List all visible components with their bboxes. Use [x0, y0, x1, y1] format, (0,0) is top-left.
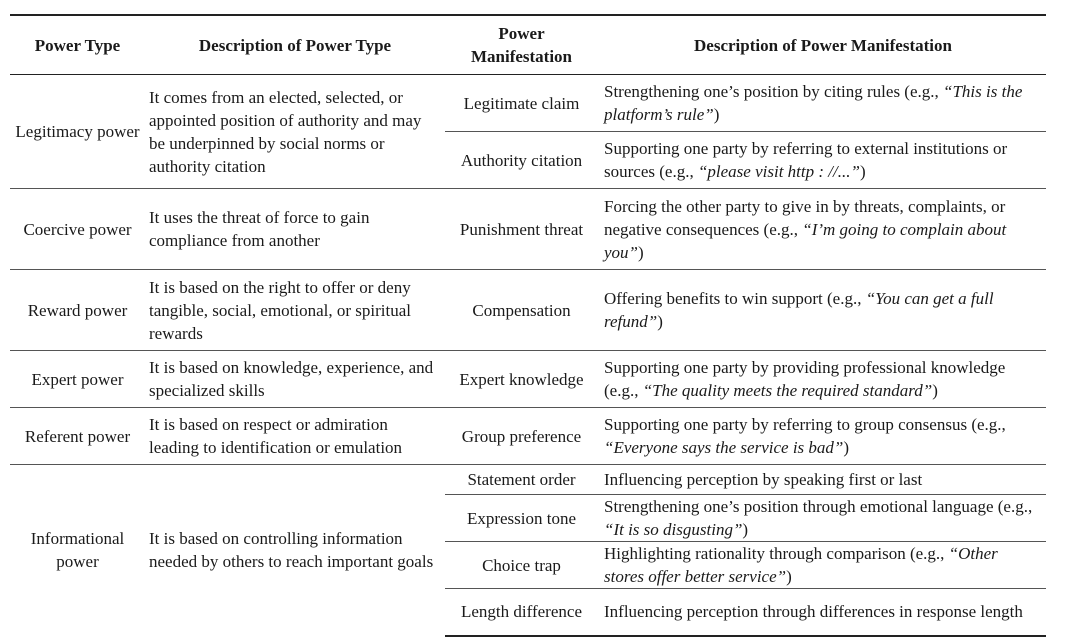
example-quote: “You can get a full refund”: [604, 289, 994, 331]
description-end: ): [786, 567, 792, 586]
power-type-reward: Reward power: [10, 270, 145, 351]
example-quote: “I’m going to complain about you”: [604, 219, 1007, 262]
manifestation-description: [598, 351, 1046, 408]
power-description-coercive: It uses the threat of force to gain compliance from another: [145, 189, 445, 270]
manifestation-description: [598, 132, 1046, 189]
description-end: ): [657, 312, 663, 331]
manifestation-statement-order: Statement order: [445, 465, 598, 495]
description-end: ): [843, 438, 850, 457]
description-text: Supporting one party by providing professional knowledge (e.g.,: [604, 358, 1006, 400]
description-text: Highlighting rationality through comparison (e.g.,: [604, 544, 949, 563]
example-quote: “Everyone says the service is bad”: [604, 438, 844, 457]
power-description-reward: It is based on the right to offer or deny tangible, social, emotional, or spiritual rewards: [145, 270, 445, 351]
header-row: [10, 15, 1046, 75]
description-end: ): [713, 105, 720, 124]
manifestation-expression-tone: Expression tone: [445, 495, 598, 542]
table-row: [10, 465, 1046, 495]
description-end: ): [932, 381, 938, 400]
description-text: Strengthening one’s position by citing rules (e.g.,: [604, 82, 944, 101]
power-description-informational: It is based on controlling information needed by others to reach important goals: [145, 465, 445, 636]
power-type-legitimacy: Legitimacy power: [10, 75, 145, 189]
manifestation-description: [598, 75, 1046, 132]
power-description-expert: It is based on knowledge, experience, and specialized skills: [145, 351, 445, 408]
table-body: [10, 75, 1046, 636]
header-manifestation-line1: Power: [498, 24, 545, 43]
manifestation-expert-knowledge: Expert knowledge: [445, 351, 598, 408]
power-type-referent: Referent power: [10, 408, 145, 465]
power-description-legitimacy: It comes from an elected, selected, or appointed position of authority and may be underpinned by social norms or authority citation: [145, 75, 445, 189]
description-end: ): [859, 162, 866, 181]
manifestation-punishment-threat: Punishment threat: [445, 189, 598, 270]
table-row: [10, 75, 1046, 132]
manifestation-description: [598, 189, 1046, 270]
header-power-type: Power Type: [10, 15, 145, 75]
table-header: [10, 15, 1046, 75]
example-quote: “This is the platform’s rule”: [604, 82, 1023, 124]
example-quote: “Other stores offer better service”: [604, 544, 998, 586]
example-quote: “The quality meets the required standard”: [642, 381, 933, 400]
header-manifestation-line2: Manifestation: [470, 47, 573, 66]
description-text: Supporting one party by referring to group consensus (e.g.,: [604, 415, 1006, 434]
example-quote: “It is so disgusting”: [604, 520, 743, 539]
header-description-type: Description of Power Type: [145, 15, 445, 75]
power-description-referent: It is based on respect or admiration leading to identification or emulation: [145, 408, 445, 465]
manifestation-description: [598, 495, 1046, 542]
example-quote: “please visit http : //...”: [697, 162, 860, 181]
description-end: ): [742, 520, 749, 539]
description-text: Influencing perception through differences in response length: [604, 602, 1023, 622]
description-end: ): [638, 242, 644, 262]
table-row: [10, 189, 1046, 270]
description-text: Offering benefits to win support (e.g.,: [604, 289, 866, 308]
manifestation-description: [598, 542, 1046, 589]
table-row: [10, 408, 1046, 465]
description-text: Supporting one party by referring to external institutions or sources (e.g.,: [604, 139, 1008, 181]
manifestation-group-preference: Group preference: [445, 408, 598, 465]
manifestation-choice-trap: Choice trap: [445, 542, 598, 589]
description-text: Strengthening one’s position through emotional language (e.g.,: [604, 497, 1033, 516]
table-row: [10, 270, 1046, 351]
manifestation-length-difference: Length difference: [445, 589, 598, 636]
manifestation-legitimate-claim: Legitimate claim: [445, 75, 598, 132]
power-type-coercive: Coercive power: [10, 189, 145, 270]
manifestation-description: [598, 589, 1046, 636]
power-type-informational: Informational power: [10, 465, 145, 636]
header-manifestation: [445, 15, 598, 75]
table-row: [10, 351, 1046, 408]
power-table: [10, 14, 1046, 637]
description-text: Influencing perception by speaking first or last: [604, 470, 923, 489]
manifestation-description: [598, 270, 1046, 351]
power-type-expert: Expert power: [10, 351, 145, 408]
description-text: Forcing the other party to give in by threats, complaints, or negative consequences (e.g.,: [604, 196, 1006, 239]
manifestation-compensation: Compensation: [445, 270, 598, 351]
manifestation-authority-citation: Authority citation: [445, 132, 598, 189]
manifestation-description: [598, 465, 1046, 495]
manifestation-description: [598, 408, 1046, 465]
header-description-manifestation: Description of Power Manifestation: [598, 15, 1046, 75]
